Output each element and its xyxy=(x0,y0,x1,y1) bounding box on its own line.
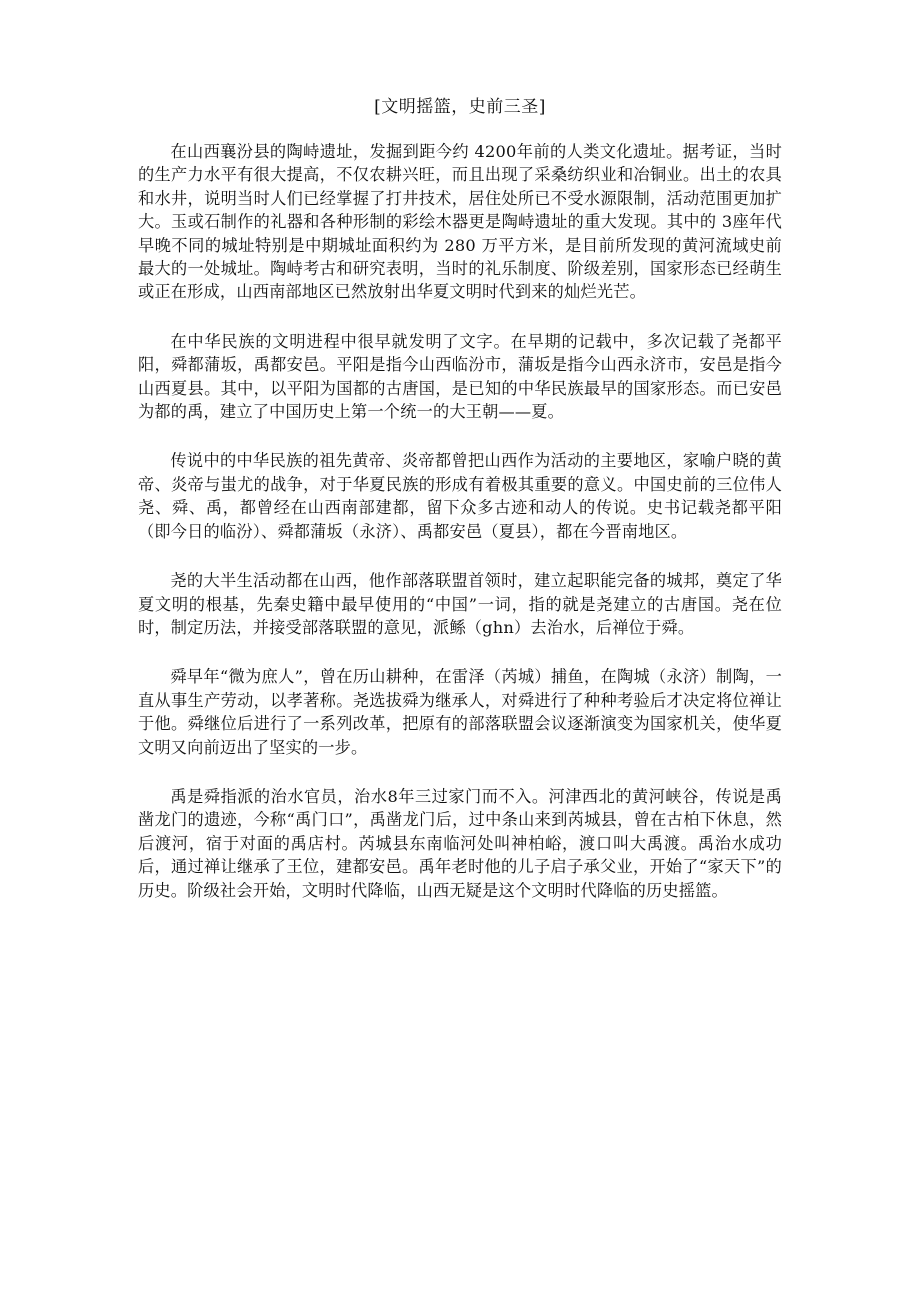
paragraph-ancestors: 传说中的中华民族的祖先黄帝、炎帝都曾把山西作为活动的主要地区，家喻户晓的黄帝、炎帝与蚩尤的战争，对于华夏民族的形成有着极其重要的意义。中国史前的三位伟人尧、舜、禹，都曾经在山西南部建都，留下众多古迹和动人的传说。史书记载尧都平阳（即今日的临汾）、舜都蒲坂（永济）、禹都安邑（夏县），都在今晋南地区。 xyxy=(138,451,782,541)
paragraph-shun: 舜早年“微为庶人”，曾在历山耕种，在雷泽（芮城）捕鱼，在陶城（永济）制陶，一直从事生产劳动，以孝著称。尧选拔舜为继承人，对舜进行了种种考验后才决定将位禅让于他。舜继位后进行了一系列改革，把原有的部落联盟会议逐渐演变为国家机关，使华夏文明又向前迈出了坚实的一步。 xyxy=(138,667,782,757)
paragraph-ancient-capitals: 在中华民族的文明进程中很早就发明了文字。在早期的记载中，多次记载了尧都平阳，舜都蒲坂，禹都安邑。平阳是指今山西临汾市，蒲坂是指今山西永济市，安邑是指今山西夏县。其中，以平阳为国都的古唐国，是已知的中华民族最早的国家形态。而已安邑为都的禹，建立了中国历史上第一个统一的大王朝——夏。 xyxy=(138,331,782,422)
paragraph-taosi-site: 在山西襄汾县的陶峙遗址，发掘到距今约 4200年前的人类文化遗址。据考证，当时的生产力水平有很大提高，不仅农耕兴旺，而且出现了采桑纺织业和冶铜业。出土的农具和水井，说明当时人们已经掌握了打井技术，居住处所已不受水源限制，活动范围更加扩大。玉或石制作的礼器和各种形制的彩绘木器更是陶峙遗址的重大发现。其中的 3座年代早晚不同的城址特别是中期城址面积约为 280 万平方米，是目前所发现的黄河流域史前最大的一处城址。陶峙考古和研究表明，当时的礼乐制度、阶级差别，国家形态已经萌生或正在形成，山西南部地区已然放射出华夏文明时代到来的灿烂光芒。 xyxy=(138,142,782,302)
paragraph-yao: 尧的大半生活动都在山西，他作部落联盟首领时，建立起职能完备的城邦，奠定了华夏文明的根基，先秦史籍中最早使用的“中国”一词，指的就是尧建立的古唐国。尧在位时，制定历法，并接受部落联盟的意见，派鲧（ghn）去治水，后禅位于舜。 xyxy=(138,571,782,637)
paragraph-yu: 禹是舜指派的治水官员，治水8年三过家门而不入。河津西北的黄河峡谷，传说是禹凿龙门的遗迹，今称“禹门口”，禹凿龙门后，过中条山来到芮城县，曾在古柏下休息，然后渡河，宿于对面的禹店村。芮城县东南临河处叫神柏峪，渡口叫大禹渡。禹治水成功后，通过禅让继承了王位，建都安邑。禹年老时他的儿子启子承父业，开始了“家天下”的历史。阶级社会开始，文明时代降临，山西无疑是这个文明时代降临的历史摇篮。 xyxy=(138,786,782,900)
document-body xyxy=(138,140,782,928)
document-title: [文明摇篮，史前三圣] xyxy=(374,97,546,117)
